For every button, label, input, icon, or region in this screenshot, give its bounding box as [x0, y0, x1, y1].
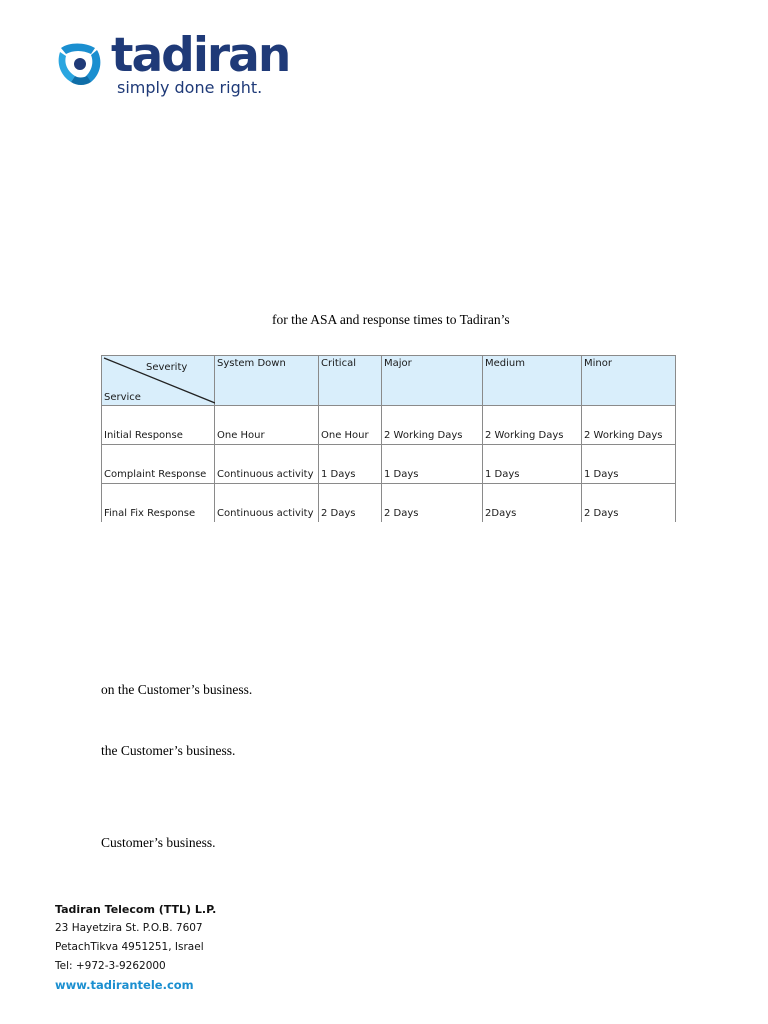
body-paragraph: on the Customer’s business. — [101, 682, 253, 697]
table-cell: 2 Days — [319, 484, 382, 523]
table-row — [102, 445, 676, 484]
table-cell: Continuous activity — [215, 445, 319, 484]
column-header: Minor — [582, 356, 676, 406]
table-cell: One Hour — [215, 406, 319, 445]
footer-website-link[interactable]: www.tadirantele.com — [55, 978, 194, 992]
row-label: Initial Response — [102, 406, 215, 445]
table-cell: 1 Days — [382, 445, 483, 484]
sla-response-table — [101, 355, 676, 522]
logo-wordmark: tadiran — [111, 28, 290, 83]
table-cell: 2 Days — [582, 484, 676, 523]
column-header: Critical — [319, 356, 382, 406]
table-cell: 2 Working Days — [382, 406, 483, 445]
column-header: System Down — [215, 356, 319, 406]
table-cell: 2 Working Days — [483, 406, 582, 445]
column-header: Major — [382, 356, 483, 406]
table-cell: 2 Working Days — [582, 406, 676, 445]
corner-severity-label: Severity — [146, 362, 188, 373]
footer-company-name: Tadiran Telecom (TTL) L.P. — [55, 903, 217, 916]
corner-service-label: Service — [104, 392, 141, 403]
table-header-row — [102, 356, 676, 406]
intro-text: for the ASA and response times to Tadiran’s — [272, 312, 510, 327]
table-cell: 1 Days — [483, 445, 582, 484]
row-label: Final Fix Response — [102, 484, 215, 523]
tadiran-logo-icon — [55, 40, 105, 86]
table-cell: 1 Days — [319, 445, 382, 484]
row-label: Complaint Response — [102, 445, 215, 484]
table-corner-cell — [102, 356, 215, 406]
column-header: Medium — [483, 356, 582, 406]
company-logo — [55, 28, 305, 100]
footer-phone: Tel: +972-3-9262000 — [55, 960, 166, 972]
body-paragraph: the Customer’s business. — [101, 743, 236, 758]
logo-tagline: simply done right. — [117, 78, 263, 97]
table-cell: Continuous activity — [215, 484, 319, 523]
table-row — [102, 484, 676, 523]
table-cell: 1 Days — [582, 445, 676, 484]
body-paragraph: Customer’s business. — [101, 835, 216, 850]
table-row — [102, 406, 676, 445]
table-cell: 2Days — [483, 484, 582, 523]
footer-address-line: 23 Hayetzira St. P.O.B. 7607 — [55, 922, 203, 934]
table-cell: 2 Days — [382, 484, 483, 523]
footer-address-line: PetachTikva 4951251, Israel — [55, 941, 204, 953]
table-cell: One Hour — [319, 406, 382, 445]
footer-contact-block — [55, 900, 216, 995]
